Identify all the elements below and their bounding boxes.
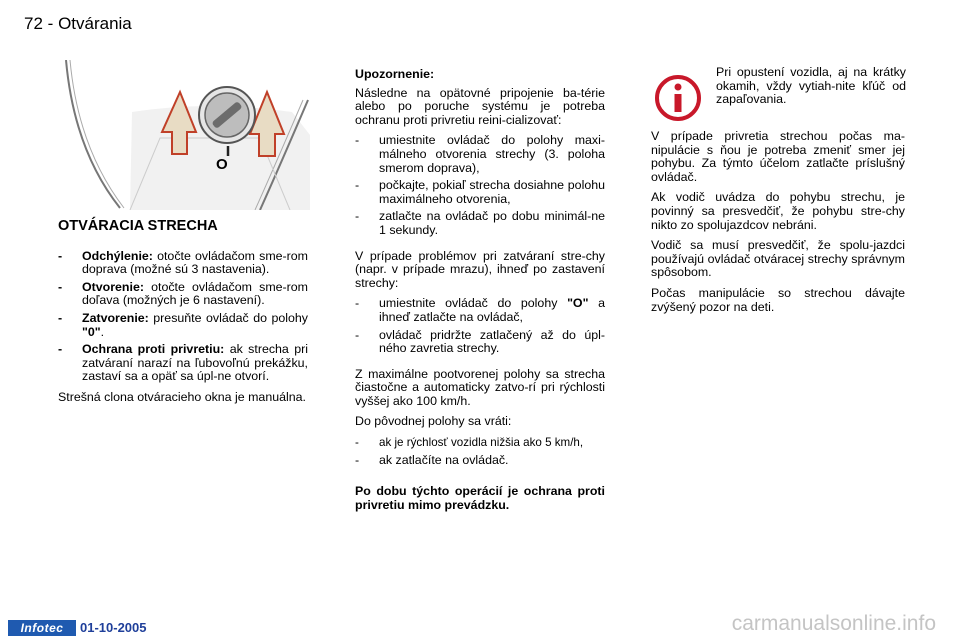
list-item: - zatlačte na ovládač po dobu minimál-ne 1 sekundy.: [355, 209, 605, 237]
reinit-steps: [355, 134, 605, 237]
info-text: Pri opustení vozidla, aj na krátky okamih, vždy vytiah-nite kľúč od zapaľovania.: [716, 65, 906, 107]
page-number: 72: [24, 14, 43, 33]
right-paragraph: Vodič sa musí presvedčiť, že spolu-jazdci používajú ovládač otváracej strechy správnym spôsobom.: [651, 238, 905, 280]
middle-column: [355, 68, 605, 519]
feature-list: [58, 250, 308, 384]
page-header: [24, 14, 132, 34]
list-item: - počkajte, pokiaľ strecha dosiahne polohu maximálneho otvorenia,: [355, 178, 605, 206]
list-item: - Zatvorenie: presuňte ovládač do polohy "0".: [58, 310, 308, 339]
info-icon: [654, 74, 702, 122]
watermark: carmanualsonline.info: [731, 612, 936, 635]
list-item: - ak zatlačíte na ovládač.: [355, 452, 509, 467]
infotec-logo: Infotec: [8, 620, 76, 636]
dial-position-label: O: [216, 156, 228, 173]
right-paragraph: V prípade privretia strechou počas ma-nipulácie s ňou je potreba zmeniť smer jej pohybu. Za týmto účelom zatlačte príslušný ovládač.: [651, 129, 905, 184]
right-paragraph: Ak vodič uvádza do pohybu strechu, je povinný sa presvedčiť, že pohybu stre-chy nikto zo spolujazdcov nebráni.: [651, 190, 905, 232]
left-column: [58, 220, 308, 412]
list-item: - ak je rýchlosť vozidla nižšia ako 5 km/h,: [355, 436, 584, 450]
list-item: - umiestnite ovládač do polohy maxi-málneho otvorenia strechy (3. poloha smerom doprava),: [355, 133, 605, 175]
sunroof-control-illustration: [60, 60, 310, 210]
restore-steps: [355, 436, 605, 467]
list-item: - Otvorenie: otočte ovládačom sme-rom doľava (možných je 6 nastavení).: [58, 279, 308, 308]
right-column: [651, 130, 905, 321]
warning-title: Upozornenie:: [355, 67, 435, 81]
header-separator: -: [47, 14, 54, 33]
list-item: - Ochrana proti privretiu: ak strecha pri zatváraní narazí na ľubovoľnú prekážku, zastaví sa a opäť sa úpl-ne otvorí.: [58, 342, 308, 384]
roof-dial-icon: [199, 87, 255, 143]
section-title: Otvárania: [58, 14, 132, 33]
list-item: - umiestnite ovládač do polohy "O" a ihneď zatlačte na ovládač,: [355, 296, 605, 324]
footer-date: 01-10-2005: [80, 620, 147, 635]
list-item: - ovládač pridržte zatlačený až do úpl-ného zavretia strechy.: [355, 327, 605, 356]
problem-paragraph: V prípade problémov pri zatváraní stre-chy (napr. v prípade mrazu), ihneď po zastavení strechy:: [355, 248, 605, 290]
info-note: [716, 66, 906, 114]
warning-intro: Následne na opätovné pripojenie ba-térie alebo po poruche systému je potreba ochranu proti privretiu reini-cializovať:: [355, 85, 605, 127]
right-paragraph: Počas manipulácie so strechou dávajte zvýšený pozor na deti.: [651, 285, 905, 314]
section-heading: OTVÁRACIA STRECHA: [58, 218, 218, 234]
list-item: - Odchýlenie: otočte ovládačom sme-rom doprava (možné sú 3 nastavenia).: [58, 248, 308, 277]
closing-paragraph: Strešná clona otváracieho okna je manuálna.: [58, 389, 306, 404]
protection-note: Po dobu týchto operácií je ochrana proti privretiu mimo prevádzku.: [355, 484, 605, 512]
problem-steps: [355, 297, 605, 355]
restore-paragraph: Do pôvodnej polohy sa vráti:: [355, 414, 512, 429]
auto-close-paragraph: Z maximálne pootvorenej polohy sa strecha čiastočne a automaticky zatvo-rí pri rýchlosti vyššej ako 100 km/h.: [355, 366, 605, 408]
